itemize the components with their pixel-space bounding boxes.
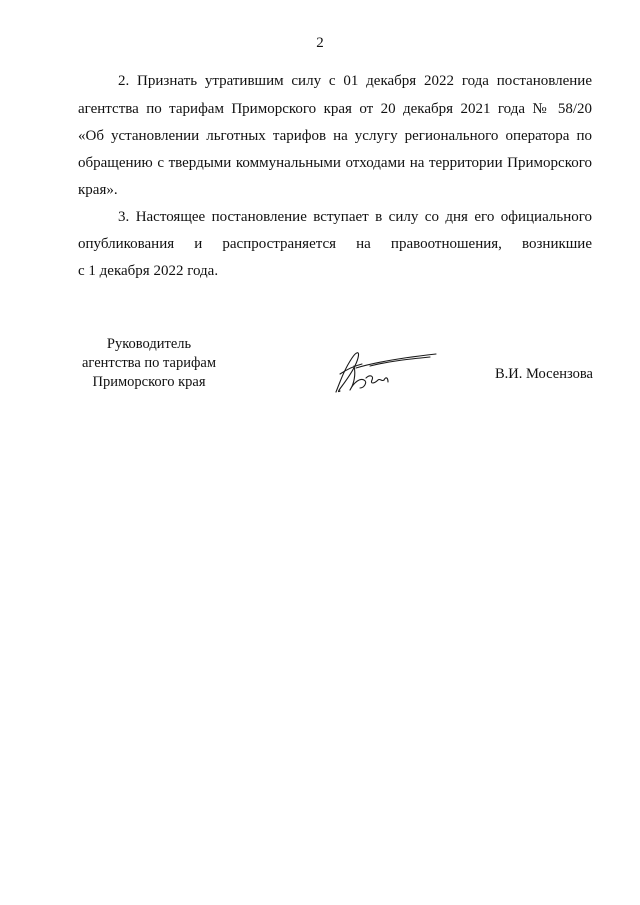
signer-name: В.И. Мосензова: [495, 366, 593, 382]
paragraph-line: с 1 декабря 2022 года.: [78, 263, 219, 279]
paragraph-line: «Об установлении льготных тарифов на услугу регионального оператора по: [78, 128, 592, 144]
handwritten-signature: [330, 344, 440, 400]
paragraph-line: края».: [78, 182, 118, 198]
paragraph-line: 2. Признать утратившим силу с 01 декабря 2022 года постановление: [118, 73, 592, 89]
position-line: агентства по тарифам: [82, 355, 216, 371]
paragraph-line: опубликования и распространяется на правоотношения, возникшие: [78, 236, 592, 252]
signatory-position: [40, 335, 258, 392]
position-line: Приморского края: [92, 374, 206, 390]
paragraph-line: обращению с твердыми коммунальными отходами на территории Приморского: [78, 155, 592, 171]
paragraph-line: 3. Настоящее постановление вступает в силу со дня его официального: [118, 209, 592, 225]
position-line: Руководитель: [106, 336, 192, 352]
page-number: 2: [316, 35, 324, 51]
paragraph-line: агентства по тарифам Приморского края от 20 декабря 2021 года № 58/20: [78, 101, 592, 117]
